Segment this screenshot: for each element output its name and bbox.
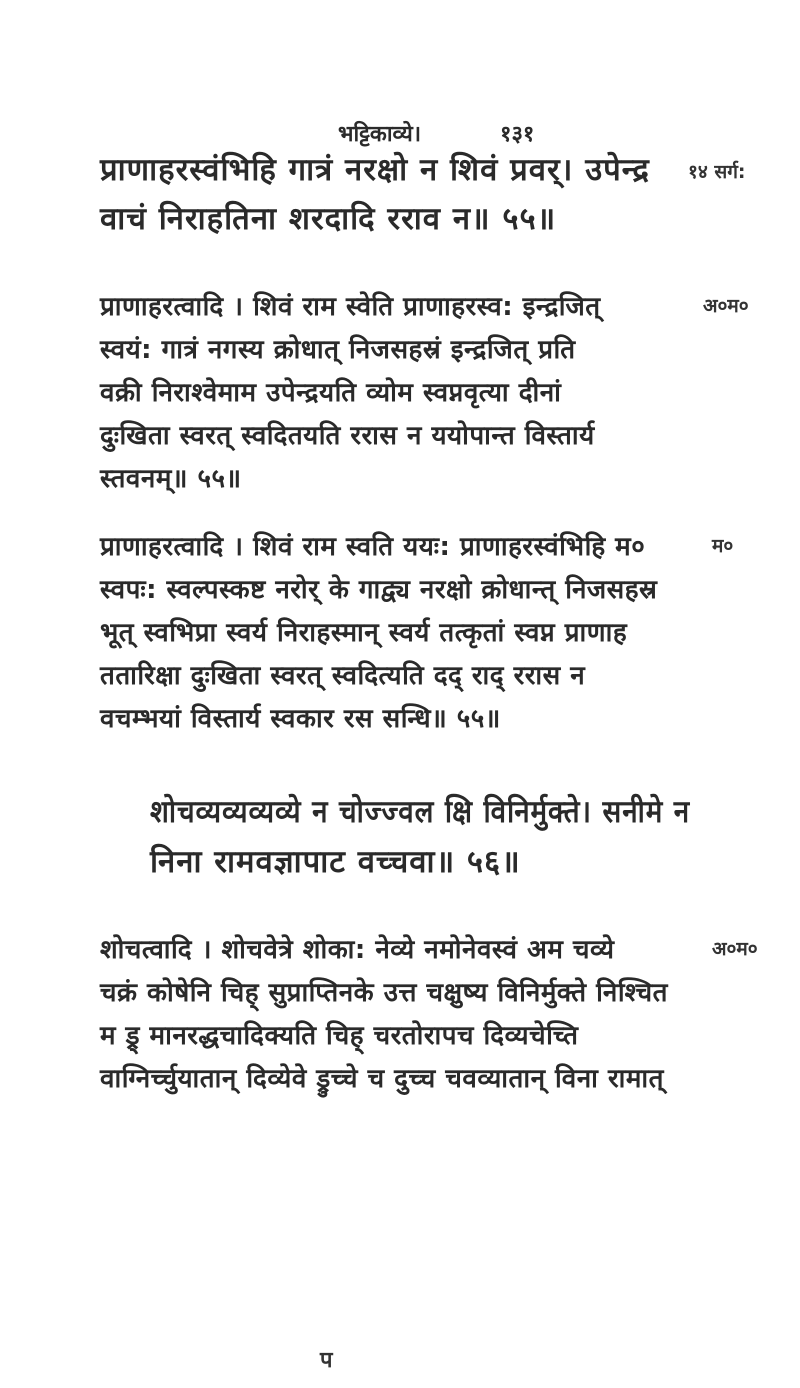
commentary-line: प्राणाहरत्वादि । शिवं राम स्वति ययः: प्राणाहरस्वंभिहि म० <box>100 532 646 562</box>
verse-line: शोचव्यव्यव्यव्ये न चोज्ज्वल क्षि विनिर्मुक्ते। सनीमे न <box>150 794 691 830</box>
commentary-line: चक्रं कोषेनि चिह् सुप्राप्तिनके उत्त चक्षुष्य विनिर्मुक्ते निश्चित <box>100 978 668 1008</box>
verse-line: प्राणाहरस्वंभिहि गात्रं नरक्षो न शिवं प्रवर्। उपेन्द्र <box>100 152 650 188</box>
commentary-line: म ड्र् मानरद्धचादिक्यति चिह् चरतोरापच दिव्यचेच्ति <box>100 1021 579 1051</box>
margin-note: १४ सर्ग: <box>688 161 746 183</box>
margin-note: अ०म० <box>703 295 749 317</box>
margin-note: म० <box>712 535 734 557</box>
page-number: १३१ <box>500 122 535 147</box>
running-head: भट्टिकाव्ये। <box>338 122 422 147</box>
commentary-line: स्वपः: स्वल्पस्कष्ट नरोर् के गाद्व्य नरक्षो क्रोधान्त् निजसहस्र <box>100 575 658 605</box>
signature-mark: प <box>320 1348 333 1373</box>
commentary-line: ततारिक्षा दुःखिता स्वरत् स्वदित्यति दद् राद् ररास न <box>100 661 586 691</box>
commentary-line: शोचत्वादि । शोचवेत्रे शोका: नेव्ये नमोनेवस्वं अम चव्ये <box>100 935 615 965</box>
commentary-line: वचम्भयां विस्तार्य स्वकार रस सन्धि॥ ५५॥ <box>100 704 501 734</box>
commentary-line: वक्री निराश्वेमाम उपेन्द्रयति व्योम स्वप्नवृत्या दीनां <box>100 378 562 408</box>
commentary-line: स्वयं: गात्रं नगस्य क्रोधात् निजसहस्रं इन्द्रजित् प्रति <box>100 335 576 365</box>
commentary-line: भूत् स्वभिप्रा स्वर्य निराहस्मान् स्वर्य तत्कृतां स्वप्न प्राणाह <box>100 618 628 648</box>
commentary-line: प्राणाहरत्वादि । शिवं राम स्वेति प्राणाहरस्व: इन्द्रजित् <box>100 292 601 322</box>
page-header <box>0 118 800 148</box>
commentary-line: वाग्निर्च्चुयातान् दिव्येवे ड्रुच्चे च दुच्च चवव्यातान् विना रामात् <box>100 1064 664 1094</box>
margin-note: अ०म० <box>712 938 758 960</box>
commentary-line: स्तवनम्॥ ५५॥ <box>100 464 242 494</box>
verse-line: वाचं निराहतिना शरदादि रराव न॥ ५५॥ <box>100 201 557 237</box>
verse-line: निना रामवज्ञापाट वच्चवा॥ ५६॥ <box>150 844 521 880</box>
commentary-line: दुःखिता स्वरत् स्वदितयति ररास न ययोपान्त विस्तार्य <box>100 421 595 451</box>
